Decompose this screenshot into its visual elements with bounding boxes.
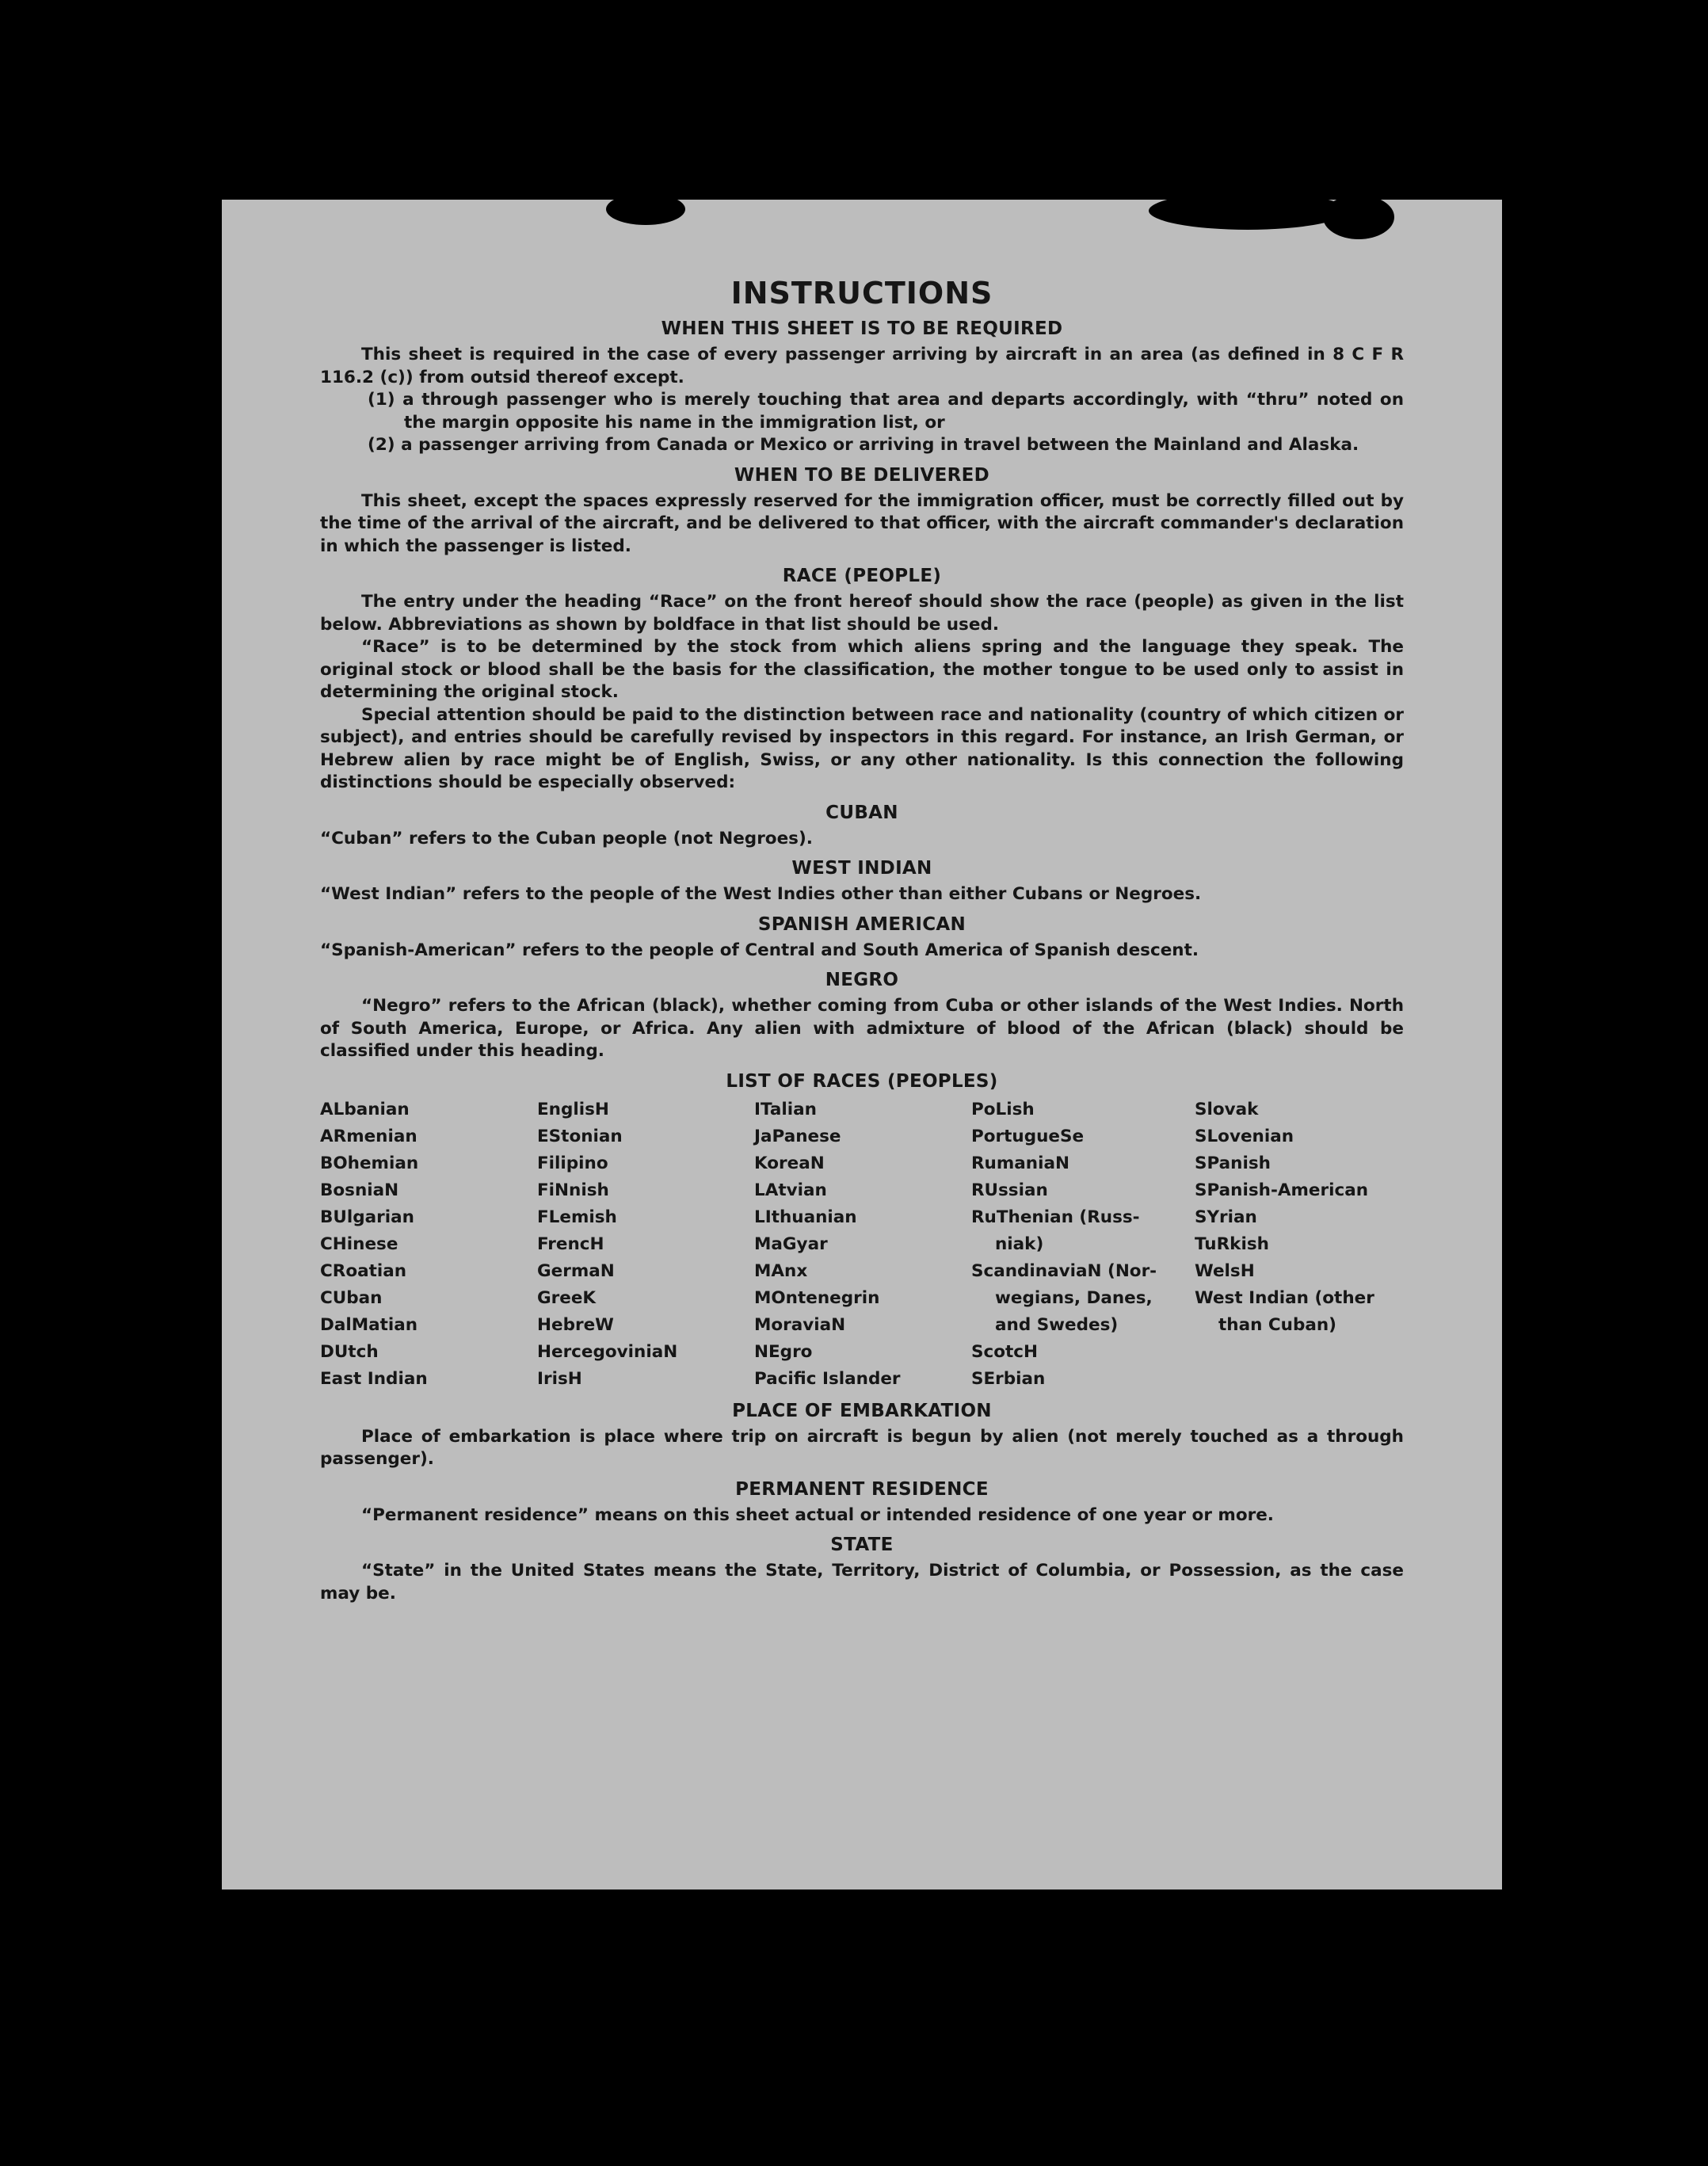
heading-negro: NEGRO — [825, 970, 899, 990]
race-entry: MaGyar — [754, 1234, 828, 1254]
document-page — [222, 200, 1502, 1890]
heading-when-required: WHEN THIS SHEET IS TO BE REQUIRED — [661, 318, 1063, 339]
race-entry: and Swedes) — [995, 1314, 1119, 1335]
page-title: INSTRUCTIONS — [730, 276, 993, 311]
race-entry: KoreaN — [754, 1153, 825, 1173]
heading-state: STATE — [830, 1535, 894, 1555]
exception-item-1: (1) a through passenger who is merely touching that area and departs accordingly, with “thru” noted on the margin opposite his name in the immigration list, or — [368, 390, 1404, 433]
race-entry: Pacific Islander — [754, 1368, 901, 1389]
race-entry: BUlgarian — [320, 1207, 414, 1227]
race-entry: West Indian (other — [1195, 1287, 1374, 1308]
torn-edge — [606, 193, 685, 225]
race-entry: SPanish-American — [1195, 1180, 1369, 1200]
torn-edge — [1149, 192, 1347, 230]
heading-embarkation: PLACE OF EMBARKATION — [732, 1400, 992, 1421]
race-entry: DUtch — [320, 1341, 379, 1362]
heading-spanish-american: SPANISH AMERICAN — [757, 913, 966, 935]
heading-list-of-races: LIST OF RACES (PEOPLES) — [726, 1070, 998, 1092]
heading-west-indian: WEST INDIAN — [791, 858, 932, 879]
embarkation-definition: Place of embarkation is place where trip on aircraft is begun by alien (not merely touched as a through passenger). — [320, 1426, 1404, 1469]
residence-definition: “Permanent residence” means on this sheet actual or intended residence of one year or more. — [361, 1504, 1274, 1525]
heading-cuban: CUBAN — [825, 802, 898, 823]
race-entry: FLemish — [537, 1207, 617, 1227]
heading-permanent-residence: PERMANENT RESIDENCE — [735, 1478, 989, 1500]
race-entry: Slovak — [1195, 1099, 1259, 1119]
race-column — [971, 1096, 1195, 1393]
race-entry: RuThenian (Russ- — [971, 1207, 1140, 1227]
race-entry: SYrian — [1195, 1207, 1257, 1227]
race-entry: RUssian — [971, 1180, 1048, 1200]
heading-race: RACE (PEOPLE) — [782, 566, 942, 586]
race-entry: SPanish — [1195, 1153, 1271, 1173]
race-entry: SLovenian — [1195, 1126, 1294, 1146]
race-entry: EnglisH — [537, 1099, 609, 1119]
race-entry: LIthuanian — [754, 1207, 857, 1227]
race-entry: JaPanese — [754, 1126, 841, 1146]
exception-item-2: (2) a passenger arriving from Canada or Mexico or arriving in travel between the Mainland and Alaska. — [368, 435, 1359, 455]
race-entry: ALbanian — [320, 1099, 410, 1119]
race-entry: than Cuban) — [1218, 1314, 1336, 1335]
race-paragraph-1: The entry under the heading “Race” on the front hereof should show the race (people) as given in the list below. Abbreviations as shown by boldface in that list should be used. — [320, 592, 1404, 635]
race-entry: EStonian — [537, 1126, 623, 1146]
race-paragraph-3: Special attention should be paid to the distinction between race and nationality (country of which citizen or subject), and entries should be carefully revised by inspectors in this regard. For instance, an Irish German, or Hebrew alien by race might be of English, Swiss, or any other nationality. Is this connection the following distinctions should be especially observed: — [320, 704, 1404, 792]
race-entry: SErbian — [971, 1368, 1046, 1389]
race-entry: PortugueSe — [971, 1126, 1085, 1146]
race-entry: CHinese — [320, 1234, 398, 1254]
race-entry: ITalian — [754, 1099, 817, 1119]
race-entry: DalMatian — [320, 1314, 418, 1335]
race-entry: niak) — [995, 1234, 1044, 1254]
race-entry: BosniaN — [320, 1180, 399, 1200]
negro-definition: “Negro” refers to the African (black), whether coming from Cuba or other islands of the West Indies. North of South America, Europe, or Africa. Any alien with admixture of blood of the African (black) should be classified under this heading. — [320, 996, 1404, 1061]
race-entry: wegians, Danes, — [995, 1287, 1153, 1308]
race-entry: RumaniaN — [971, 1153, 1069, 1173]
race-entry: MAnx — [754, 1260, 808, 1281]
race-entry: WelsH — [1195, 1260, 1255, 1281]
race-entry: MoraviaN — [754, 1314, 846, 1335]
race-entry: GermaN — [537, 1260, 615, 1281]
race-entry: MOntenegrin — [754, 1287, 880, 1308]
race-entry: LAtvian — [754, 1180, 827, 1200]
torn-edge — [1323, 195, 1394, 239]
west-indian-definition: “West Indian” refers to the people of the West Indies other than either Cubans or Negroes. — [320, 884, 1202, 904]
race-entry: TuRkish — [1195, 1234, 1269, 1254]
intro-paragraph: This sheet is required in the case of every passenger arriving by aircraft in an area (as defined in 8 C F R 116.2 (c)) from outsid thereof except. — [320, 345, 1404, 387]
race-entry: GreeK — [537, 1287, 597, 1308]
state-definition: “State” in the United States means the State, Territory, District of Columbia, or Possession, as the case may be. — [320, 1561, 1404, 1604]
race-column — [1195, 1096, 1404, 1393]
race-entry: Filipino — [537, 1153, 608, 1173]
race-entry: ScandinaviaN (Nor- — [971, 1260, 1157, 1281]
race-entry: ARmenian — [320, 1126, 417, 1146]
heading-when-delivered: WHEN TO BE DELIVERED — [734, 464, 990, 486]
race-entry: NEgro — [754, 1341, 813, 1362]
spanish-american-definition: “Spanish-American” refers to the people of Central and South America of Spanish descent. — [320, 940, 1199, 960]
race-list — [320, 1096, 1404, 1393]
race-column — [320, 1096, 537, 1393]
race-entry: ScotcH — [971, 1341, 1039, 1362]
race-entry: CUban — [320, 1287, 383, 1308]
race-entry: East Indian — [320, 1368, 428, 1389]
race-entry: HebreW — [537, 1314, 614, 1335]
race-paragraph-2: “Race” is to be determined by the stock from which aliens spring and the language they speak. The original stock or blood shall be the basis for the classification, the mother tongue to be used only to assist in determining the original stock. — [320, 637, 1404, 702]
race-entry: BOhemian — [320, 1153, 419, 1173]
race-entry: CRoatian — [320, 1260, 407, 1281]
delivery-paragraph: This sheet, except the spaces expressly reserved for the immigration officer, must be correctly filled out by the time of the arrival of the aircraft, and be delivered to that officer, with the aircraft commander's declaration in which the passenger is listed. — [320, 490, 1404, 556]
cuban-definition: “Cuban” refers to the Cuban people (not Negroes). — [320, 828, 813, 848]
race-entry: FrencH — [537, 1234, 604, 1254]
race-entry: HercegoviniaN — [537, 1341, 678, 1362]
race-entry: FiNnish — [537, 1180, 609, 1200]
race-entry: IrisH — [537, 1368, 582, 1389]
race-entry: PoLish — [971, 1099, 1035, 1119]
race-column — [754, 1096, 971, 1393]
race-column — [537, 1096, 754, 1393]
